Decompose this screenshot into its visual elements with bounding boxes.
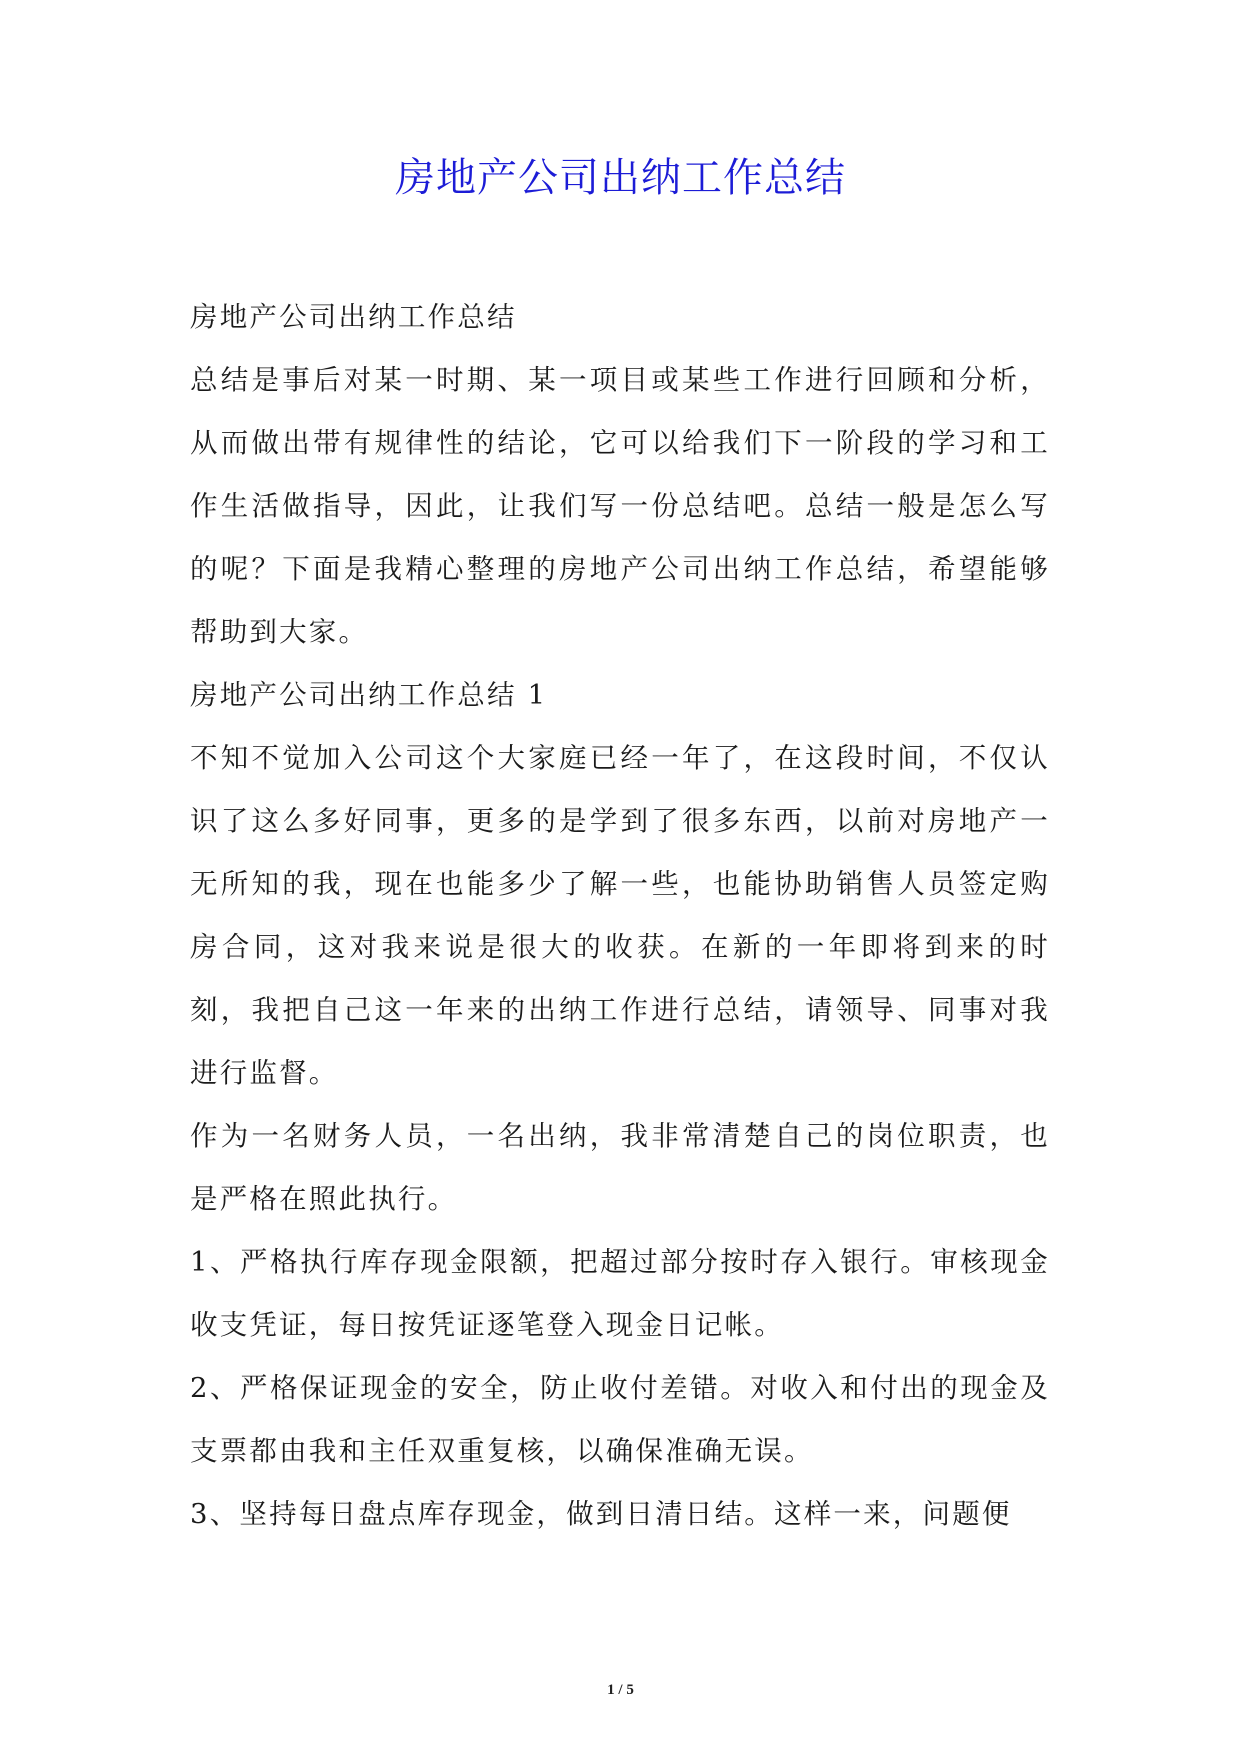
paragraph-section-heading: 房地产公司出纳工作总结 1 (190, 679, 548, 711)
paragraph-body: 作为一名财务人员，一名出纳，我非常清楚自己的岗位职责，也是严格在照此执行。 (190, 1120, 1050, 1215)
paragraph-list-item: 3、坚持每日盘点库存现金，做到日清日结。这样一来，问题便 (190, 1498, 1012, 1530)
document-title: 房地产公司出纳工作总结 (395, 155, 846, 201)
paragraph-subtitle: 房地产公司出纳工作总结 (190, 301, 517, 333)
paragraph-list-item: 2、严格保证现金的安全，防止收付差错。对收入和付出的现金及支票都由我和主任双重复核，以确保准确无误。 (190, 1372, 1050, 1467)
paragraph-intro: 总结是事后对某一时期、某一项目或某些工作进行回顾和分析，从而做出带有规律性的结论，它可以给我们下一阶段的学习和工作生活做指导，因此，让我们写一份总结吧。总结一般是怎么写的呢？下面是我精心整理的房地产公司出纳工作总结，希望能够帮助到大家。 (190, 364, 1050, 648)
document-body (190, 286, 1050, 1546)
paragraph-body: 不知不觉加入公司这个大家庭已经一年了，在这段时间，不仅认识了这么多好同事，更多的是学到了很多东西，以前对房地产一无所知的我，现在也能多少了解一些，也能协助销售人员签定购房合同，这对我来说是很大的收获。在新的一年即将到来的时刻，我把自己这一年来的出纳工作进行总结，请领导、同事对我进行监督。 (190, 742, 1050, 1089)
page-number: 1 / 5 (607, 1682, 634, 1698)
paragraph-list-item: 1、严格执行库存现金限额，把超过部分按时存入银行。审核现金收支凭证，每日按凭证逐笔登入现金日记帐。 (190, 1246, 1050, 1341)
